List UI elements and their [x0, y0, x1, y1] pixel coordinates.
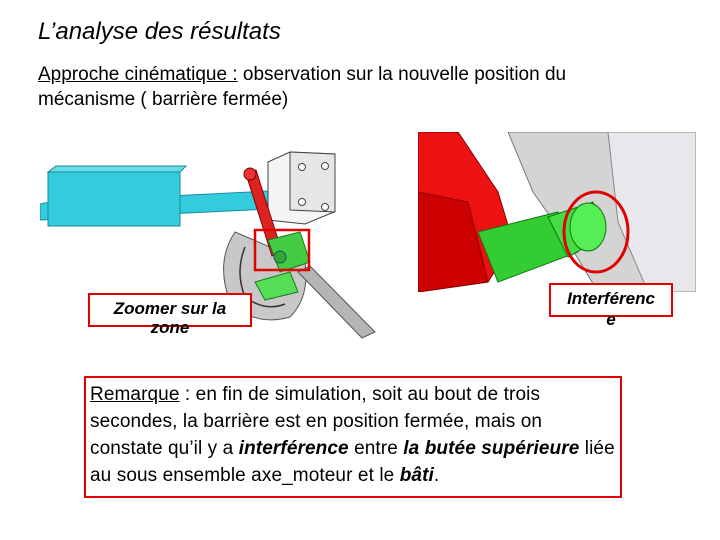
subtitle-lead: Approche cinématique :: [38, 64, 238, 85]
remark-text: [90, 381, 620, 489]
zoom-callout-line1: Zoomer sur la: [113, 299, 227, 318]
barrier-block-top: [48, 166, 186, 172]
remark-part4: .: [433, 465, 440, 486]
interference-closeup-figure: [418, 132, 696, 292]
barrier-block-cyan: [48, 172, 180, 226]
zoom-callout-line2: zone: [150, 322, 190, 337]
remark-label: Remarque: [90, 384, 180, 405]
slide-title: L’analyse des résultats: [38, 18, 281, 45]
interference-callout-line2: e: [606, 312, 616, 329]
subtitle-rest: observation sur la nouvelle position du mécanisme ( barrière fermée): [38, 64, 567, 110]
remark-part2: entre: [348, 438, 404, 459]
remark-part1: : en fin de simulation, soit au bout de trois secondes, la barrière est en position fermée, mais on constate qu’il y a: [90, 384, 543, 459]
interference-callout-overflow: [549, 312, 673, 336]
slide-subtitle: [38, 62, 598, 112]
remark-interference: interférence: [238, 438, 349, 459]
zoom-callout-overflow: [88, 322, 252, 346]
remark-bati: bâti: [399, 465, 434, 486]
interference-callout-line1: Interférenc: [567, 289, 655, 308]
green-shaft-cap: [570, 203, 606, 251]
grey-arm: [298, 266, 375, 338]
remark-butee: la butée supérieure: [403, 438, 580, 459]
remark-part3: liée au sous ensemble axe_moteur et le: [90, 438, 615, 486]
motor-housing-side: [290, 152, 335, 212]
